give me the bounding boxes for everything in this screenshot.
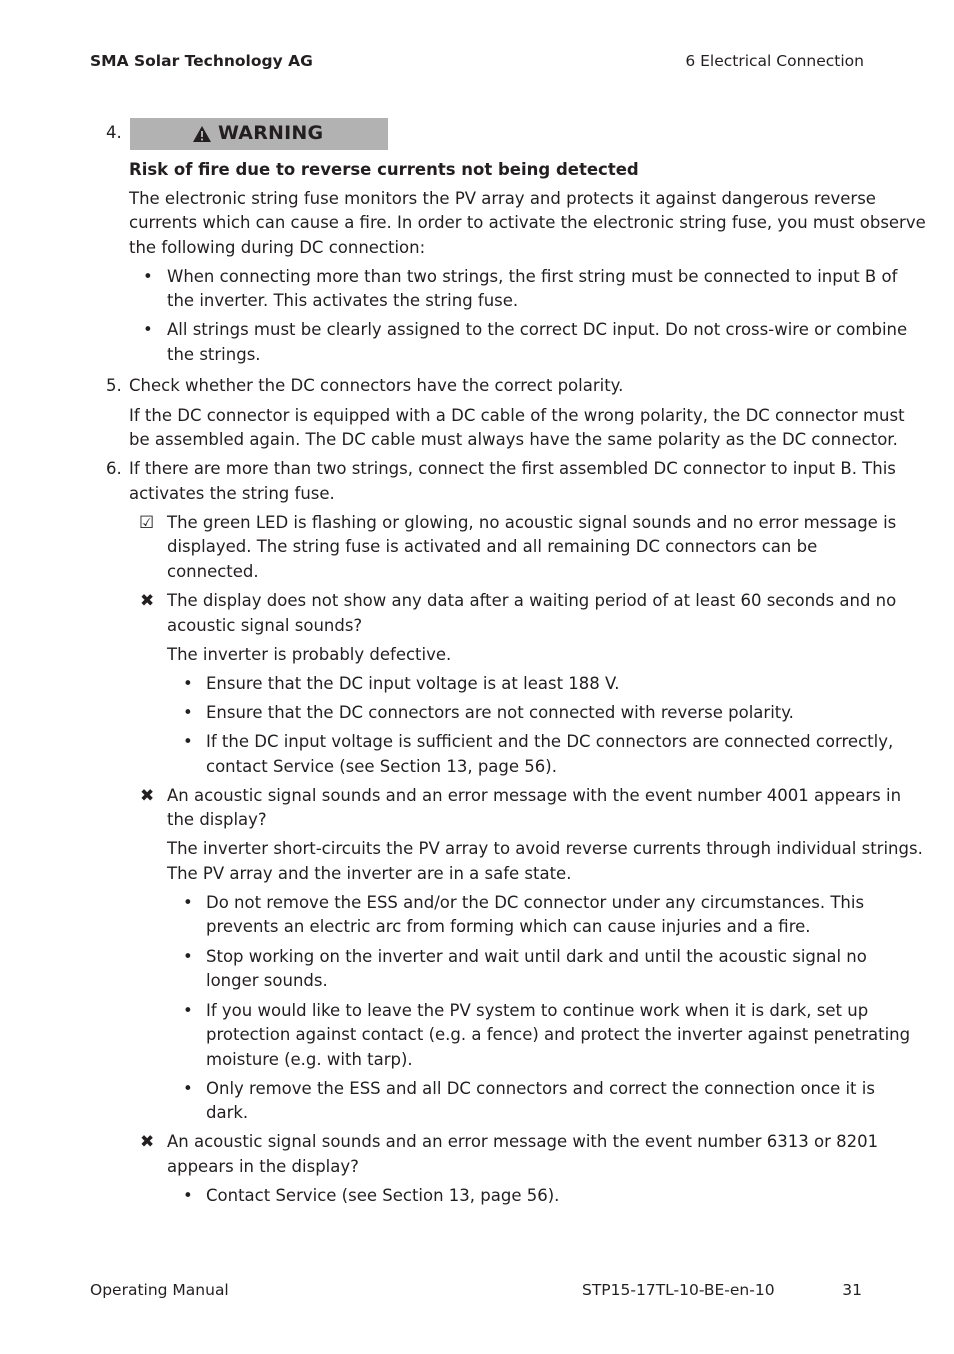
bullet-text: If you would like to leave the PV system to continue work when it is dark, set up <box>206 1001 869 1020</box>
warning-paragraph-line: The electronic string fuse monitors the PV array and protects it against dangerous reverse <box>129 189 876 208</box>
bullet-icon: • <box>183 674 193 693</box>
bullet-icon: • <box>183 1186 193 1205</box>
bullet-text: longer sounds. <box>206 971 328 990</box>
step-number: 6. <box>106 459 122 478</box>
bullet-text: Ensure that the DC input voltage is at least 188 V. <box>206 674 620 693</box>
result-text: the display? <box>167 810 267 829</box>
result-text: appears in the display? <box>167 1157 359 1176</box>
bullet-icon: • <box>183 1079 193 1098</box>
result-text: The display does not show any data after a waiting period of at least 60 seconds and no <box>167 591 897 610</box>
bullet-text: Only remove the ESS and all DC connectors and correct the connection once it is <box>206 1079 875 1098</box>
bullet-icon: • <box>183 703 193 722</box>
step-paragraph-line: If the DC connector is equipped with a DC cable of the wrong polarity, the DC connector must <box>129 406 905 425</box>
step-text: activates the string fuse. <box>129 484 335 503</box>
bullet-text: the inverter. This activates the string fuse. <box>167 291 519 310</box>
cross-icon: ✖ <box>140 591 155 611</box>
result-note: The PV array and the inverter are in a safe state. <box>167 864 572 883</box>
footer-doc-id: STP15-17TL-10-BE-en-10 <box>582 1281 775 1299</box>
bullet-icon: • <box>183 732 193 751</box>
bullet-text: contact Service (see Section 13, page 56). <box>206 757 557 776</box>
cross-icon: ✖ <box>140 1132 155 1152</box>
header-company: SMA Solar Technology AG <box>90 52 313 70</box>
warning-triangle-icon <box>192 125 212 143</box>
bullet-text: Ensure that the DC connectors are not connected with reverse polarity. <box>206 703 794 722</box>
bullet-text: dark. <box>206 1103 249 1122</box>
step-number: 5. <box>106 376 122 395</box>
bullet-text: prevents an electric arc from forming which can cause injuries and a fire. <box>206 917 811 936</box>
step-number: 4. <box>106 123 122 142</box>
bullet-icon: • <box>143 267 153 286</box>
result-note: The inverter short-circuits the PV array to avoid reverse currents through individual strings. <box>167 839 923 858</box>
cross-icon: ✖ <box>140 786 155 806</box>
bullet-icon: • <box>183 893 193 912</box>
bullet-text: Stop working on the inverter and wait until dark and until the acoustic signal no <box>206 947 867 966</box>
result-text: The green LED is flashing or glowing, no acoustic signal sounds and no error message is <box>167 513 897 532</box>
step-paragraph-line: be assembled again. The DC cable must always have the same polarity as the DC connector. <box>129 430 898 449</box>
warning-label: WARNING <box>218 122 324 144</box>
bullet-text: Contact Service (see Section 13, page 56). <box>206 1186 560 1205</box>
bullet-icon: • <box>183 947 193 966</box>
bullet-text: the strings. <box>167 345 261 364</box>
bullet-icon: • <box>183 1001 193 1020</box>
warning-banner <box>130 118 388 150</box>
result-text: An acoustic signal sounds and an error message with the event number 4001 appears in <box>167 786 902 805</box>
warning-paragraph-line: currents which can cause a fire. In order to activate the electronic string fuse, you must observe <box>129 213 926 232</box>
result-text: connected. <box>167 562 259 581</box>
bullet-text: When connecting more than two strings, the first string must be connected to input B of <box>167 267 898 286</box>
bullet-text: moisture (e.g. with tarp). <box>206 1050 413 1069</box>
result-note: The inverter is probably defective. <box>167 645 452 664</box>
bullet-text: Do not remove the ESS and/or the DC connector under any circumstances. This <box>206 893 865 912</box>
header-section: 6 Electrical Connection <box>685 52 864 70</box>
step-text: If there are more than two strings, connect the first assembled DC connector to input B. This <box>129 459 896 478</box>
footer-manual: Operating Manual <box>90 1281 229 1299</box>
result-text: displayed. The string fuse is activated and all remaining DC connectors can be <box>167 537 818 556</box>
result-text: acoustic signal sounds? <box>167 616 363 635</box>
bullet-text: All strings must be clearly assigned to the correct DC input. Do not cross-wire or combine <box>167 320 908 339</box>
footer-page-number: 31 <box>842 1281 862 1299</box>
warning-title: Risk of fire due to reverse currents not being detected <box>129 160 639 179</box>
bullet-text: If the DC input voltage is sufficient and the DC connectors are connected correctly, <box>206 732 894 751</box>
bullet-icon: • <box>143 320 153 339</box>
warning-paragraph-line: the following during DC connection: <box>129 238 426 257</box>
bullet-text: protection against contact (e.g. a fence) and protect the inverter against penetrating <box>206 1025 911 1044</box>
checkbox-checked-icon: ☑ <box>139 513 155 533</box>
result-text: An acoustic signal sounds and an error message with the event number 6313 or 8201 <box>167 1132 879 1151</box>
step-text: Check whether the DC connectors have the correct polarity. <box>129 376 624 395</box>
